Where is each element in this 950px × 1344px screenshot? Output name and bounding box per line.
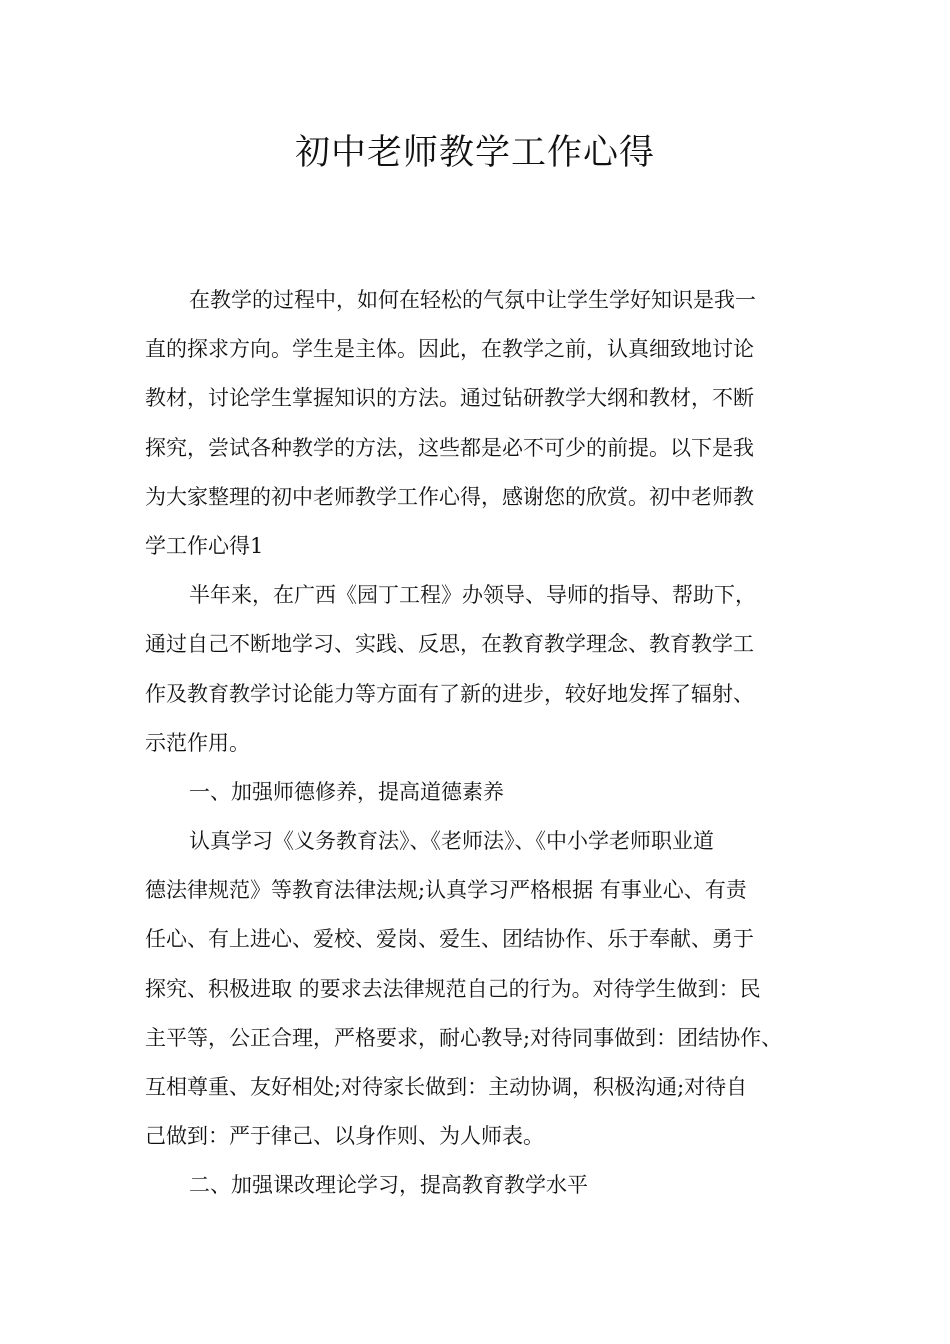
paragraph-line: 示范作用。 (145, 730, 250, 755)
paragraph-line: 探究、积极进取 的要求去法律规范自己的行为。对待学生做到：民 (145, 976, 761, 1001)
paragraph-line: 探究，尝试各种教学的方法，这些都是必不可少的前提。以下是我 (145, 435, 754, 460)
paragraph-line: 任心、有上进心、爱校、爱岗、爱生、团结协作、乐于奉献、勇于 (145, 927, 754, 952)
section-heading-1: 一、加强师德修养，提高道德素养 (189, 779, 504, 804)
paragraph-line: 学工作心得1 (145, 533, 264, 558)
paragraph-line: 通过自己不断地学习、实践、反思，在教育教学理念、教育教学工 (145, 632, 754, 657)
paragraph-line: 己做到：严于律己、以身作则、为人师表。 (145, 1124, 544, 1149)
paragraph-line: 直的探求方向。学生是主体。因此，在教学之前，认真细致地讨论 (145, 337, 754, 362)
paragraph-line: 互相尊重、友好相处;对待家长做到：主动协调，积极沟通;对待自 (145, 1075, 748, 1099)
paragraph-line: 为大家整理的初中老师教学工作心得，感谢您的欣赏。初中老师教 (145, 484, 754, 509)
document-body (145, 276, 825, 1211)
document-title: 初中老师教学工作心得 (294, 133, 655, 173)
paragraph-line: 主平等，公正合理，严格要求，耐心教导;对待同事做到：团结协作、 (145, 1025, 783, 1050)
section-heading-2: 二、加强课改理论学习，提高教育教学水平 (189, 1173, 588, 1198)
paragraph-line: 作及教育教学讨论能力等方面有了新的进步，较好地发挥了辐射、 (145, 681, 754, 706)
paragraph-line: 德法律规范》等教育法律法规;认真学习严格根据 有事业心、有责 (145, 878, 747, 903)
paragraph-line: 教材，讨论学生掌握知识的方法。通过钻研教学大纲和教材，不断 (145, 386, 754, 411)
paragraph-line: 半年来，在广西《园丁工程》办领导、导师的指导、帮助下， (189, 583, 756, 608)
paragraph-line: 认真学习《义务教育法》、《老师法》、《中小学老师职业道 (189, 829, 714, 854)
paragraph-line: 在教学的过程中，如何在轻松的气氛中让学生学好知识是我一 (189, 288, 756, 312)
